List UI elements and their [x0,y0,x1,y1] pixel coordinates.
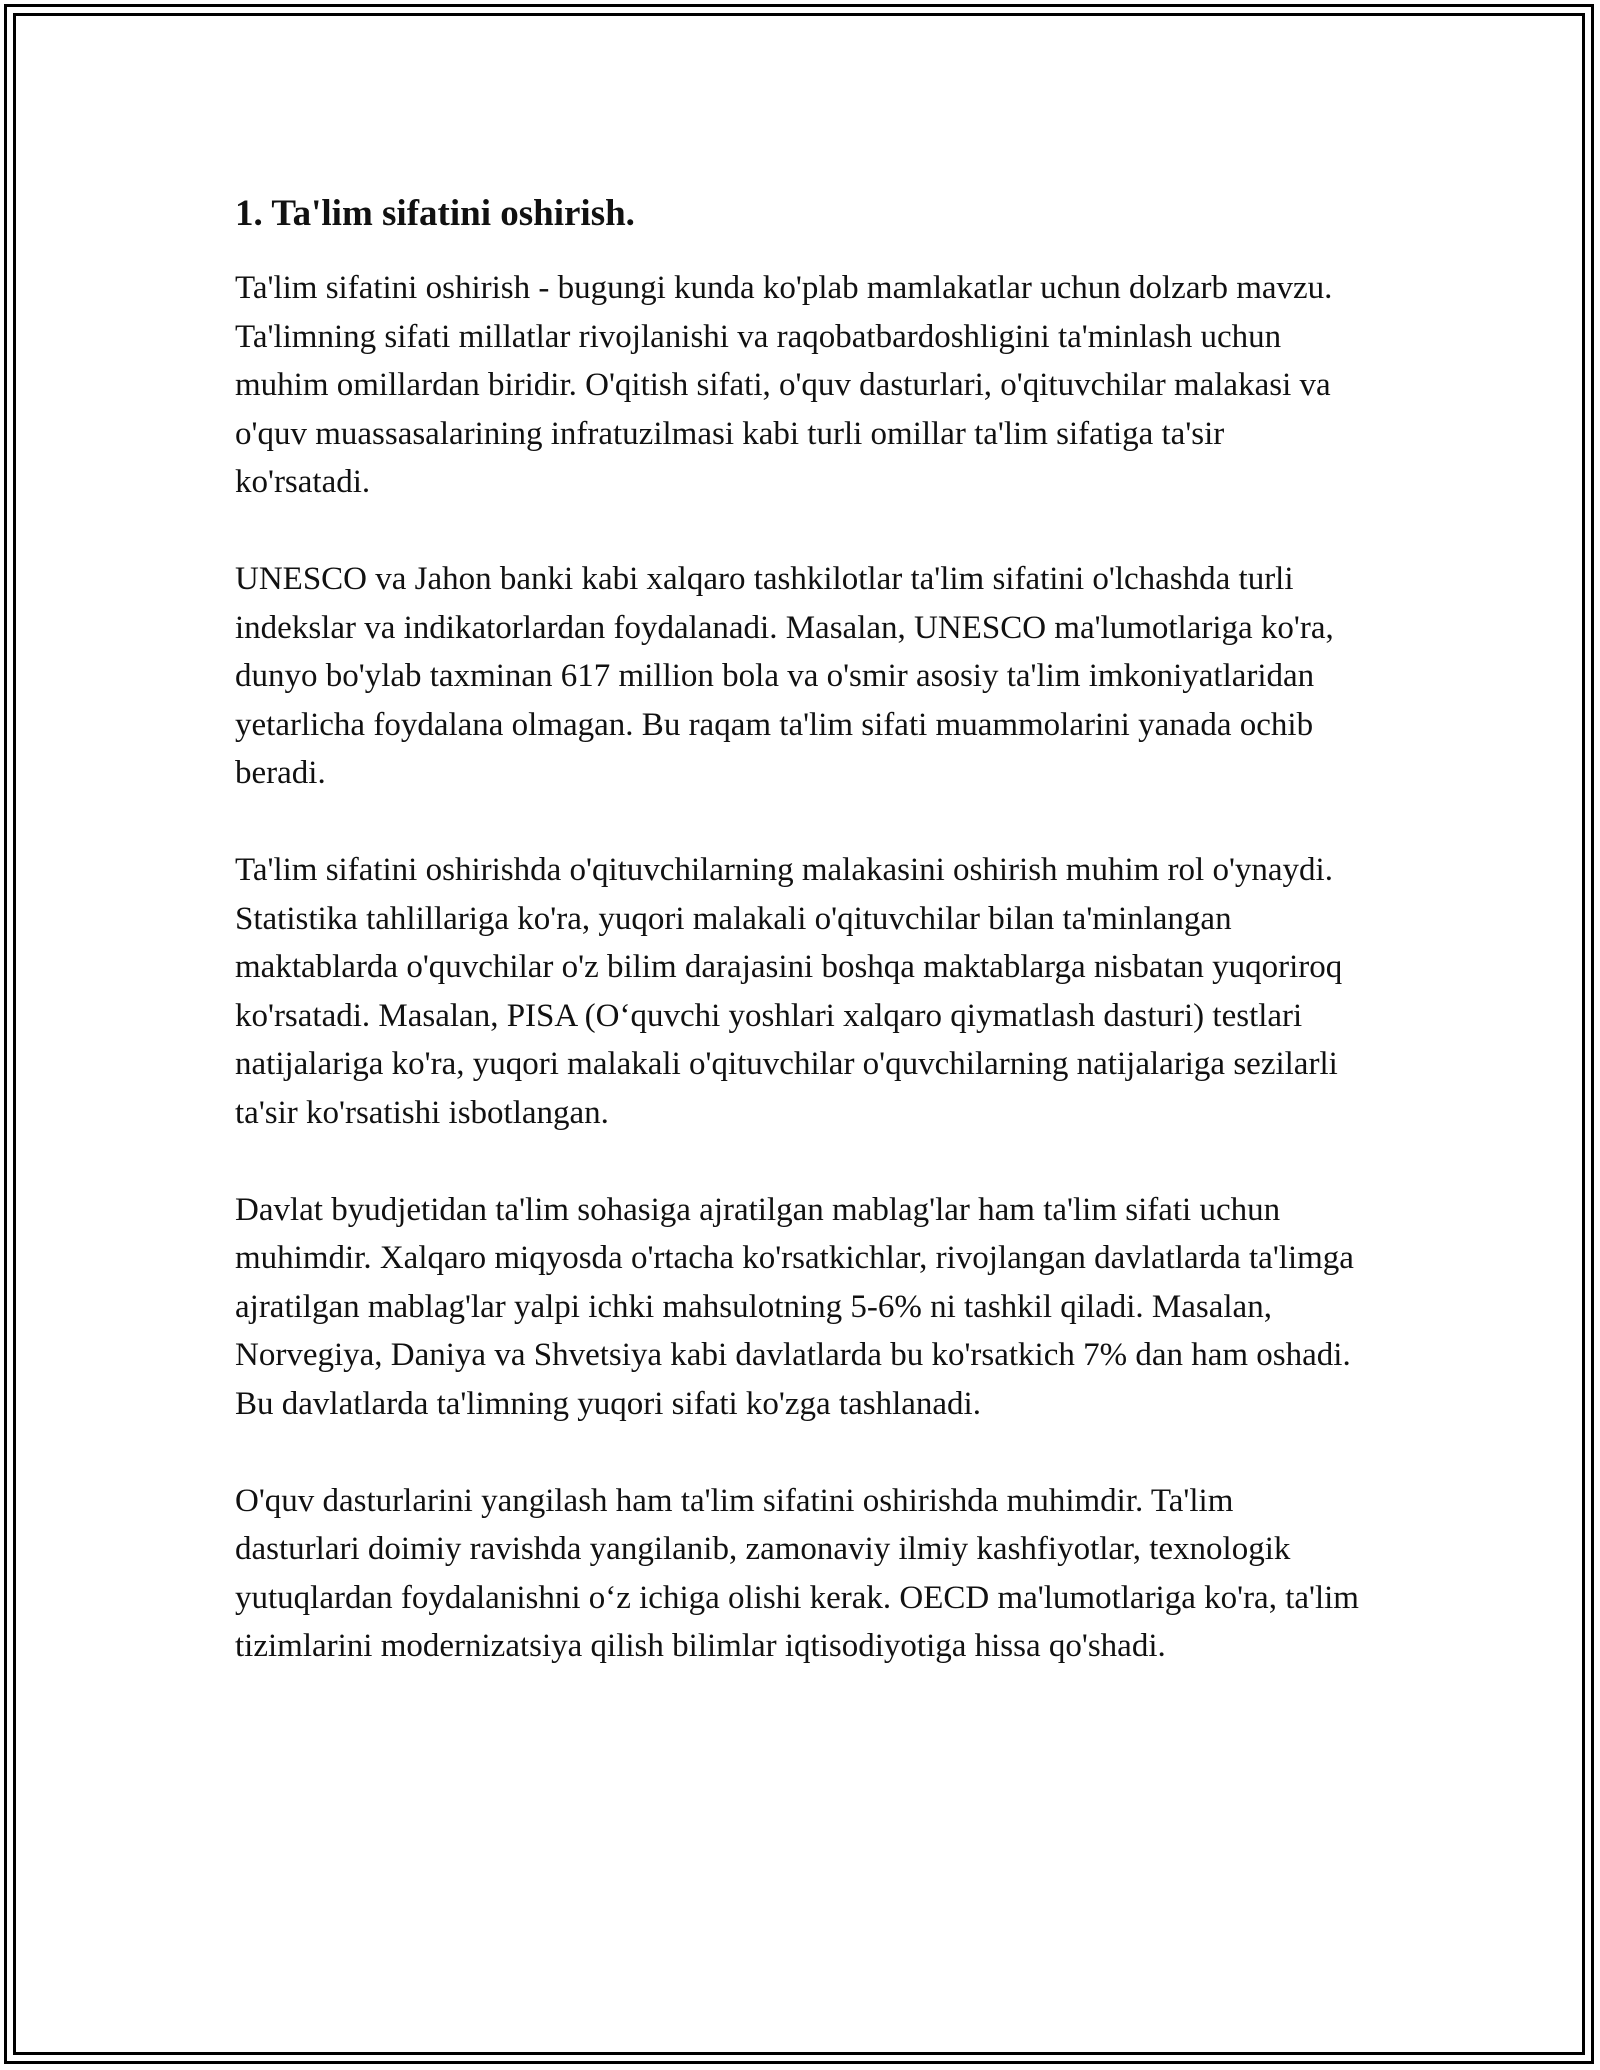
paragraph-international-organizations: UNESCO va Jahon banki kabi xalqaro tashkilotlar ta'lim sifatini o'lchashda turli indekslar va indikatorlardan foydalanadi. Masalan, UNESCO ma'lumotlariga ko'ra, dunyo bo'ylab taxminan 617 million bola va o'smir asosiy ta'lim imkoniyatlaridan yetarlicha foydalana olmagan. Bu raqam ta'lim sifati muammolarini yanada ochib beradi. [235,561,1334,791]
paragraph-state-budget: Davlat byudjetidan ta'lim sohasiga ajratilgan mablag'lar ham ta'lim sifati uchun muhimdir. Xalqaro miqyosda o'rtacha ko'rsatkichlar, rivojlangan davlatlarda ta'limga ajratilgan mablag'lar yalpi ichki mahsulotning 5-6% ni tashkil qiladi. Masalan, Norvegiya, Daniya va Shvetsiya kabi davlatlarda bu ko'rsatkich 7% dan ham oshadi. Bu davlatlarda ta'limning yuqori sifati ko'zga tashlanadi. [235,1191,1354,1422]
paragraph-curriculum-update: O'quv dasturlarini yangilash ham ta'lim sifatini oshirishda muhimdir. Ta'lim dasturlari doimiy ravishda yangilanib, zamonaviy ilmiy kashfiyotlar, texnologik yutuqlardan foydalanishni o‘z ichiga olishi kerak. OECD ma'lumotlariga ko'ra, ta'lim tizimlarini modernizatsiya qilish bilimlar iqtisodiyotiga hissa qo'shadi. [235,1482,1359,1664]
paragraph-teacher-qualification: Ta'lim sifatini oshirishda o'qituvchilarning malakasini oshirish muhim rol o'ynaydi. Statistika tahlillariga ko'ra, yuqori malakali o'qituvchilar bilan ta'minlangan maktablarda o'quvchilar o'z bilim darajasini boshqa maktablarga nisbatan yuqoriroq ko'rsatadi. Masalan, PISA (O‘quvchi yoshlari xalqaro qiymatlash dasturi) testlari natijalariga ko'ra, yuqori malakali o'qituvchilar o'quvchilarning natijalariga sezilarli ta'sir ko'rsatishi isbotlangan. [235,852,1343,1131]
section-heading: 1. Ta'lim sifatini oshirish. [235,193,635,234]
document-body [235,190,1360,1719]
paragraph-education-quality: Ta'lim sifatini oshirish - bugungi kunda ko'plab mamlakatlar uchun dolzarb mavzu. Ta'limning sifati millatlar rivojlanishi va raqobatbardoshligini ta'minlash uchun muhim omillardan biridir. O'qitish sifati, o'quv dasturlari, o'qituvchilar malakasi va o'quv muassasalarining infratuzilmasi kabi turli omillar ta'lim sifatiga ta'sir ko'rsatadi. [235,270,1333,500]
